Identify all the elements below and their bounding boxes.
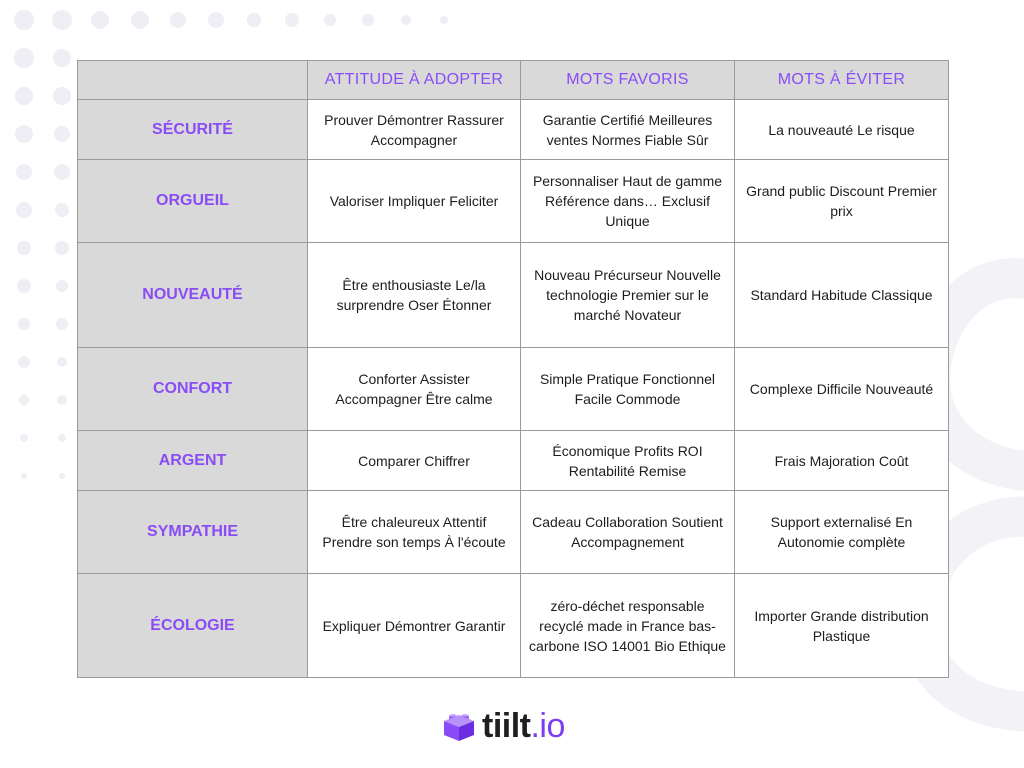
attitude-cell: Être chaleureux Attentif Prendre son temps À l'écoute — [308, 491, 521, 574]
column-header-words-to-avoid: MOTS À ÉVITER — [735, 61, 949, 100]
row-label: SÉCURITÉ — [78, 100, 308, 160]
words-to-avoid-cell: Support externalisé En Autonomie complète — [735, 491, 949, 574]
row-label: NOUVEAUTÉ — [78, 243, 308, 348]
attitude-cell: Valoriser Impliquer Feliciter — [308, 160, 521, 243]
header-row — [78, 61, 949, 100]
logo-name: tiilt — [482, 707, 531, 745]
words-to-avoid-cell: La nouveauté Le risque — [735, 100, 949, 160]
corner-cell — [78, 61, 308, 100]
table-row — [78, 431, 949, 491]
favorite-words-cell: zéro-déchet responsable recyclé made in France bas-carbone ISO 14001 Bio Ethique — [521, 574, 735, 678]
table-row — [78, 574, 949, 678]
attitude-cell: Être enthousiaste Le/la surprendre Oser Étonner — [308, 243, 521, 348]
row-label: CONFORT — [78, 348, 308, 431]
row-label: ÉCOLOGIE — [78, 574, 308, 678]
logo-wordmark — [482, 706, 565, 746]
table-row — [78, 491, 949, 574]
favorite-words-cell: Économique Profits ROI Rentabilité Remise — [521, 431, 735, 491]
words-to-avoid-cell: Grand public Discount Premier prix — [735, 160, 949, 243]
attitude-cell: Comparer Chiffrer — [308, 431, 521, 491]
words-to-avoid-cell: Complexe Difficile Nouveauté — [735, 348, 949, 431]
table-row — [78, 100, 949, 160]
favorite-words-cell: Cadeau Collaboration Soutient Accompagnement — [521, 491, 735, 574]
words-to-avoid-cell: Standard Habitude Classique — [735, 243, 949, 348]
column-header-attitude: ATTITUDE À ADOPTER — [308, 61, 521, 100]
favorite-words-cell: Nouveau Précurseur Nouvelle technologie Premier sur le marché Novateur — [521, 243, 735, 348]
words-to-avoid-cell: Importer Grande distribution Plastique — [735, 574, 949, 678]
table-row — [78, 160, 949, 243]
logo-tld: .io — [530, 707, 565, 745]
row-label: ARGENT — [78, 431, 308, 491]
attitude-cell: Expliquer Démontrer Garantir — [308, 574, 521, 678]
row-label: ORGUEIL — [78, 160, 308, 243]
attitude-cell: Prouver Démontrer Rassurer Accompagner — [308, 100, 521, 160]
favorite-words-cell: Personnaliser Haut de gamme Référence dans… Exclusif Unique — [521, 160, 735, 243]
favorite-words-cell: Garantie Certifié Meilleures ventes Normes Fiable Sûr — [521, 100, 735, 160]
sonar-table — [77, 60, 949, 678]
brick-icon — [442, 709, 476, 743]
row-label: SYMPATHIE — [78, 491, 308, 574]
words-to-avoid-cell: Frais Majoration Coût — [735, 431, 949, 491]
favorite-words-cell: Simple Pratique Fonctionnel Facile Commode — [521, 348, 735, 431]
column-header-favorite-words: MOTS FAVORIS — [521, 61, 735, 100]
table-row — [78, 243, 949, 348]
table-row — [78, 348, 949, 431]
tiilt-logo — [442, 706, 565, 746]
attitude-cell: Conforter Assister Accompagner Être calme — [308, 348, 521, 431]
